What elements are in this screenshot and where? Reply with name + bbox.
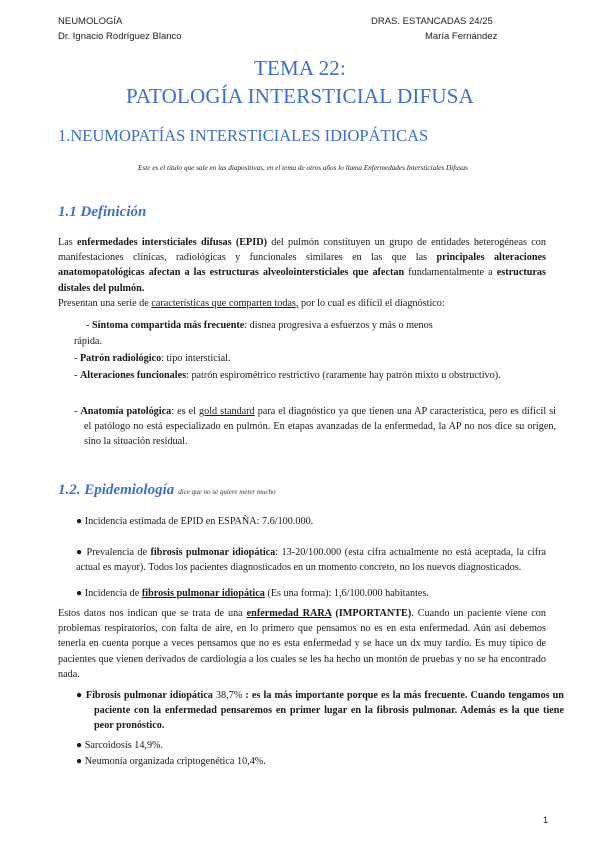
list-item-continuation: rápida. [74, 336, 103, 347]
header-subject: NEUMOLOGÍA [58, 16, 123, 27]
list-item: ● Prevalencia de fibrosis pulmonar idiopática: 13-20/100.000 (esta cifra actualmente no está aceptada, la cifra actual es mayor). Todos los pacientes diagnosticados en un momento concreto, no los nuevos diagnosticados. [76, 547, 547, 574]
epidemiology-paragraph: Estos datos nos indican que se trata de una enfermedad RARA (IMPORTANTE). Cuando un paciente viene con problemas respiratorios, con falta de aire, en lo primero que pensamos no es en esta enfermedad. Aún así debemos tenerla en cuenta porque a veces pensamos que no es esta enfermedad y se hace un dx muy tardío. Es muy típico de pacientes que vienen derivados de cardiología a los cuales se les ha hecho un montón de pruebas y no se ha encontrado nada. [58, 608, 546, 680]
list-item: ● Incidencia de fibrosis pulmonar idiopática (Es una forma): 1,6/100.000 habitantes. [76, 588, 429, 599]
header-professor: Dr. Ignacio Rodríguez Blanco [58, 31, 182, 42]
list-item: ● Neumonía organizada criptogenética 10,4%. [76, 756, 266, 767]
list-item: - Patrón radiológico: tipo intersticial. [74, 353, 231, 364]
list-item: - Alteraciones funcionales: patrón espirométrico restrictivo (raramente hay patrón mixto u obstructivo). [74, 370, 501, 381]
list-item: - Síntoma compartida más frecuente: disnea progresiva a esfuerzos y más o menos [86, 320, 433, 331]
header-author: María Fernández [425, 31, 498, 42]
definition-paragraph: Las enfermedades intersticiales difusas (EPID) del pulmón constituyen un grupo de entidades heterogéneas con manifestaciones clínicas, radiológicas y funcionales similares en las que las principales alteraciones anatomopatológicas afectan a las estructuras alveolointersticiales que afectan fundamentalmente a estructuras distales del pulmón. [58, 237, 546, 294]
list-item: ● Sarcoidosis 14,9%. [76, 740, 164, 751]
page-number: 1 [542, 815, 548, 825]
section-heading: 1.NEUMOPATÍAS INTERSTICIALES IDIOPÁTICAS [58, 126, 429, 145]
list-item: ● Fibrosis pulmonar idiopática 38,7% : es la más importante porque es la más frecuente. Cuando tengamos un paciente con la enfermedad pensaremos en primer lugar en la fibrosis pulmonar. Además es la que tiene peor pronóstico. [76, 690, 564, 732]
epidemiology-subnote: dice que no se quiere meter mucho [178, 488, 276, 496]
list-item: - Anatomía patológica: es el gold standard para el diagnóstico ya que tienen una AP característica, pero es difícil si el patólogo no está especializado en pulmón. En etapas avanzadas de la enfermedad, la AP no nos dice su origen, sino la situación residual. [74, 406, 557, 448]
characteristics-intro: Presentan una serie de características que comparten todas, por lo cual es difícil el diagnóstico: [58, 298, 445, 309]
header-course: DRAS. ESTANCADAS 24/25 [371, 16, 493, 27]
section-note: Este es el título que sale en las diapositivas, en el tema de otros años lo llama Enfermedades Intersticiales Difusas [138, 164, 468, 172]
list-item: ● Incidencia estimada de EPID en ESPAÑA: 7.6/100.000. [76, 516, 314, 527]
definition-heading: 1.1 Definición [58, 204, 147, 220]
page-title-line1: TEMA 22: [253, 56, 347, 80]
epidemiology-heading: 1.2. Epidemiología dice que no se quiere meter mucho [58, 482, 276, 498]
page-title-line2: PATOLOGÍA INTERSTICIAL DIFUSA [125, 84, 475, 108]
